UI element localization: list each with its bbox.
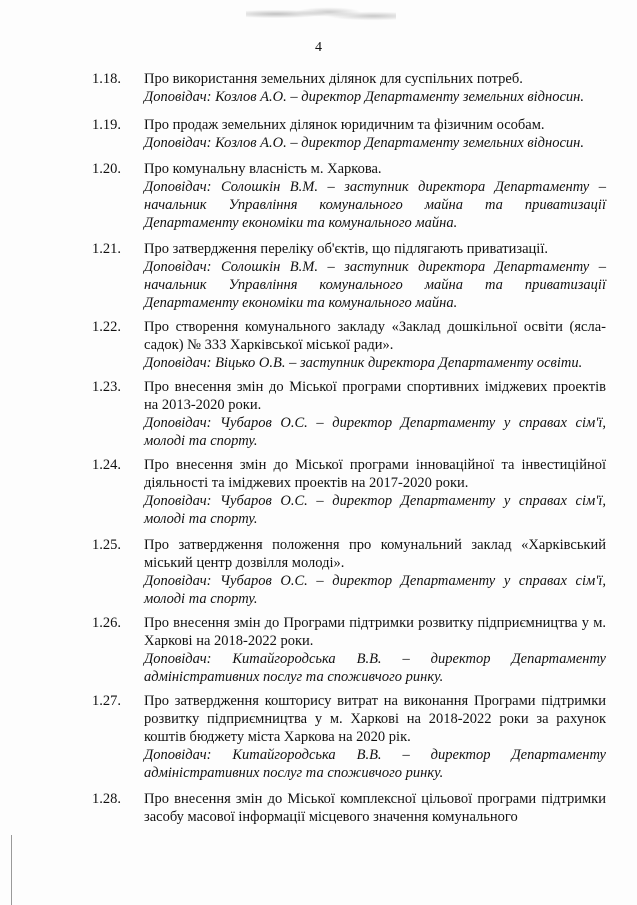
item-number: 1.28. bbox=[92, 791, 121, 807]
item-title: Про затвердження положення про комунальний заклад «Харківський міський центр дозвілля молоді». bbox=[144, 537, 606, 571]
item-speaker: Доповідач: Козлов А.О. – директор Департаменту земельних відносин. bbox=[144, 135, 584, 151]
item-number: 1.21. bbox=[92, 241, 121, 257]
item-number: 1.23. bbox=[92, 379, 121, 395]
item-speaker: Доповідач: Чубаров О.С. – директор Департаменту у справах сім'ї, молоді та спорту. bbox=[144, 493, 606, 527]
item-number: 1.27. bbox=[92, 693, 121, 709]
item-title: Про внесення змін до Міської програми інноваційної та інвестиційної діяльності та іміджевих проектів на 2017-2020 роки. bbox=[144, 457, 606, 491]
item-body bbox=[144, 70, 606, 106]
item-title: Про використання земельних ділянок для суспільних потреб. bbox=[144, 71, 523, 87]
item-number: 1.22. bbox=[92, 319, 121, 335]
item-title: Про створення комунального закладу «Заклад дошкільної освіти (ясла-садок) № 333 Харківської міської ради». bbox=[144, 319, 606, 353]
item-title: Про комунальну власність м. Харкова. bbox=[144, 161, 382, 177]
item-body bbox=[144, 378, 606, 450]
item-body bbox=[144, 240, 606, 312]
item-number: 1.26. bbox=[92, 615, 121, 631]
item-body bbox=[144, 536, 606, 608]
item-speaker: Доповідач: Китайгородська В.В. – директор Департаменту адміністративних послуг та споживчого ринку. bbox=[144, 651, 606, 685]
item-title: Про затвердження переліку об'єктів, що підлягають приватизації. bbox=[144, 241, 548, 257]
item-body bbox=[144, 318, 606, 372]
item-title: Про продаж земельних ділянок юридичним та фізичним особам. bbox=[144, 117, 545, 133]
item-title: Про внесення змін до Програми підтримки розвитку підприємництва у м. Харкові на 2018-2022 роки. bbox=[144, 615, 606, 649]
item-number: 1.19. bbox=[92, 117, 121, 133]
item-number: 1.25. bbox=[92, 537, 121, 553]
item-speaker: Доповідач: Китайгородська В.В. – директор Департаменту адміністративних послуг та споживчого ринку. bbox=[144, 747, 606, 781]
item-body bbox=[144, 790, 606, 826]
item-speaker: Доповідач: Козлов А.О. – директор Департаменту земельних відносин. bbox=[144, 89, 584, 105]
item-body bbox=[144, 160, 606, 232]
item-speaker: Доповідач: Чубаров О.С. – директор Департаменту у справах сім'ї, молоді та спорту. bbox=[144, 573, 606, 607]
item-number: 1.24. bbox=[92, 457, 121, 473]
item-body bbox=[144, 456, 606, 528]
item-speaker: Доповідач: Солошкін В.М. – заступник директора Департаменту – начальник Управління комунального майна та приватизації Департаменту економіки та комунального майна. bbox=[144, 179, 606, 231]
item-speaker: Доповідач: Чубаров О.С. – директор Департаменту у справах сім'ї, молоді та спорту. bbox=[144, 415, 606, 449]
item-speaker: Доповідач: Віцько О.В. – заступник директора Департаменту освіти. bbox=[144, 355, 583, 371]
scan-edge-line bbox=[11, 835, 12, 905]
item-number: 1.18. bbox=[92, 71, 121, 87]
item-title: Про внесення змін до Міської програми спортивних іміджевих проектів на 2013-2020 роки. bbox=[144, 379, 606, 413]
item-number: 1.20. bbox=[92, 161, 121, 177]
item-title: Про затвердження кошторису витрат на виконання Програми підтримки розвитку підприємництва у м. Харкові на 2018-2022 роки за рахунок коштів бюджету міста Харкова на 2020 рік. bbox=[144, 693, 606, 745]
item-body bbox=[144, 692, 606, 782]
item-title: Про внесення змін до Міської комплексної цільової програми підтримки засобу масової інформації місцевого значення комунального bbox=[144, 791, 606, 825]
item-body bbox=[144, 614, 606, 686]
page-number: 4 bbox=[315, 40, 322, 55]
item-body bbox=[144, 116, 606, 152]
scan-smudge bbox=[246, 4, 396, 24]
item-speaker: Доповідач: Солошкін В.М. – заступник директора Департаменту – начальник Управління комунального майна та приватизації Департаменту економіки та комунального майна. bbox=[144, 259, 606, 311]
